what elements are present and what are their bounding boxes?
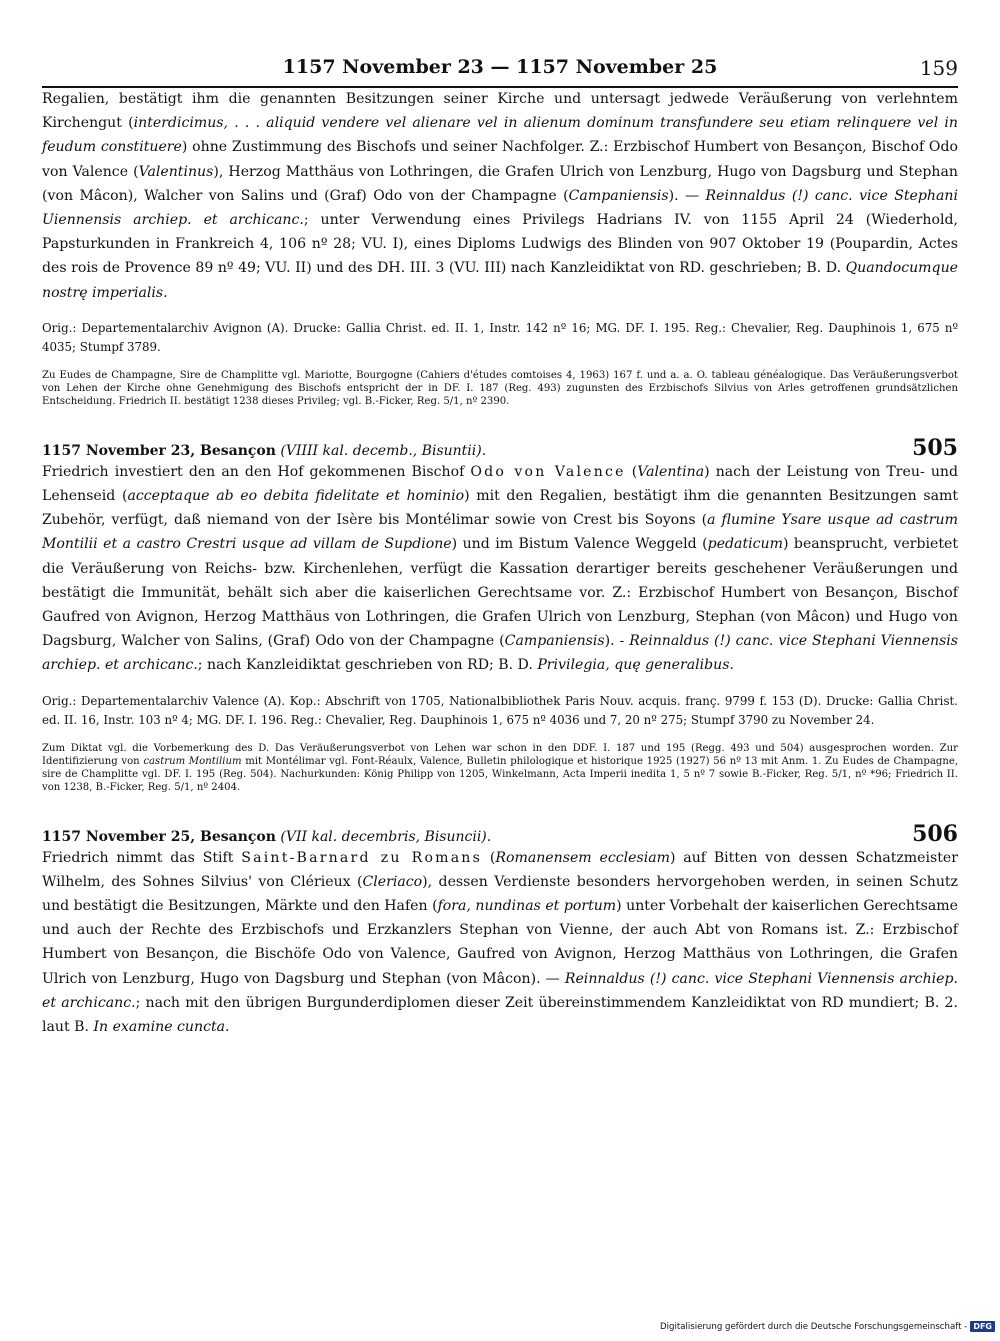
entry-date: 1157 November 23, Besançon (VIIII kal. decemb., Bisuntii). xyxy=(42,442,487,459)
entry-text: Regalien, bestätigt ihm die genannten Besitzungen seiner Kirche und untersagt jedwede Veräußerung von verlehntem Kirchengut (interdicimus, . . . aliquid vendere vel alienare vel in alienum dominum transfundere seu etiam relinquere vel in feudum constituere) ohne Zustimmung des Bischofs und seiner Nachfolger. Z.: Erzbischof Humbert von Besançon, Bischof Odo von Valence (Valentinus), Herzog Matthäus von Lothringen, die Grafen Ulrich von Lenzburg, Hugo von Dagsburg und Stephan (von Mâcon), Walcher von Salins und (Graf) Odo von der Champagne (Campaniensis). — Reinnaldus (!) canc. vice Stephani Uiennensis archiep. et archicanc.; unter Verwendung eines Privilegs Hadrians IV. von 1155 April 24 (Wiederhold, Papsturkunden in Frankreich 4, 106 nº 28; VU. I), eines Diploms Ludwigs des Blinden von 907 Oktober 19 (Poupardin, Actes des rois de Provence 89 nº 49; VU. II) und des DH. III. 3 (VU. III) nach Kanzleidiktat von RD. geschrieben; B. D. Quandocumque nostrę imperialis. xyxy=(42,91,958,301)
entry-505 xyxy=(42,435,958,794)
funding-footer xyxy=(660,1321,995,1332)
entry-506 xyxy=(42,821,958,1040)
regest-number: 505 xyxy=(912,434,958,461)
entry-text: Friedrich nimmt das Stift Saint-Barnard zu Romans (Romanensem ecclesiam) auf Bitten von dessen Schatzmeister Wilhelm, des Sohnes Silvius' von Clérieux (Cleriaco), dessen Verdienste besonders hervorgehoben werden, in seinen Schutz und bestätigt die Besitzungen, Märkte und den Hafen (fora, nundinas et portum) unter Vorbehalt der kaiserlichen Gerechtsame und auch der Rechte des Erzbischofs und Erzkanzlers Stephan von Vienne, der auch Abt von Romans ist. Z.: Erzbischof Humbert von Besançon, die Bischöfe Odo von Valence, Gaufred von Avignon, Herzog Matthäus von Lothringen, die Grafen Ulrich von Lenzburg, Hugo von Dagsburg und Stephan (von Mâcon). — Reinnaldus (!) canc. vice Stephani Viennensis archiep. et archicanc.; nach mit den übrigen Burgunderdiplomen dieser Zeit übereinstimmendem Kanzleidiktat von RD mundiert; B. 2. laut B. In examine cuncta. xyxy=(42,849,959,1036)
funding-text: Digitalisierung gefördert durch die Deutsche Forschungsgemeinschaft - xyxy=(659,1321,968,1332)
page xyxy=(42,52,958,1039)
dfg-logo: DFG xyxy=(970,1321,995,1332)
entry-head xyxy=(42,821,958,847)
entry-date: 1157 November 25, Besançon (VII kal. decembris, Bisuncii). xyxy=(42,828,492,845)
entry-sources: Orig.: Departementalarchiv Valence (A). Kop.: Abschrift von 1705, Nationalbibliothek Paris Nouv. acquis. franç. 9799 f. 153 (D). Drucke: Gallia Christ. ed. II. 16, Instr. 103 nº 4; MG. DF. I. 196. Reg.: Chevalier, Reg. Dauphinois 1, 675 nº 4036 und 7, 20 nº 275; Stumpf 3790 zu November 24. xyxy=(42,693,958,727)
running-title: 1157 November 23 — 1157 November 25 xyxy=(282,56,718,78)
entry-text: Friedrich investiert den an den Hof gekommenen Bischof Odo von Valence (Valentina) nach der Leistung von Treu- und Lehenseid (acceptaque ab eo debita fidelitate et hominio) mit den Regalien, bestätigt ihm die genannten Besitzungen samt Zubehör, verfügt, daß niemand von der Isère bis Montélimar sowie von Crest bis Soyons (a flumine Ysare usque ad castrum Montilii et a castro Crestri usque ad villam de Supdione) und im Bistum Valence Weggeld (pedaticum) beansprucht, verbietet die Veräußerung von Reichs- bzw. Kirchenlehen, verfügt die Kassation derartiger bereits geschehener Veräußerungen und bestätigt die Immunität, behält sich aber die kaiserlichen Gerechtsame vor. Z.: Erzbischof Humbert von Besançon, Bischof Gaufred von Avignon, Herzog Matthäus von Lothringen, die Grafen Ulrich von Lenzburg, Stephan (von Mâcon) und Hugo von Dagsburg, Walcher von Salins, (Graf) Odo von der Champagne (Campaniensis). - Reinnaldus (!) canc. vice Stephani Viennensis archiep. et archicanc.; nach Kanzleidiktat geschrieben von RD; B. D. Privilegia, quę generalibus. xyxy=(42,463,959,674)
entry-note: Zu Eudes de Champagne, Sire de Champlitte vgl. Mariotte, Bourgogne (Cahiers d'études comtoises 4, 1963) 167 f. und a. a. O. tableau généalogique. Das Veräußerungsverbot von Lehen der Kirche ohne Genehmigung des Bischofs entspricht der in DF. I. 187 (Reg. 493) zugunsten des Erzbischofs Silvius von Arles getroffenen grundsätzlichen Entscheidung. Friedrich II. bestätigt 1238 dieses Privileg; vgl. B.-Ficker, Reg. 5/1, nº 2390. xyxy=(42,369,958,407)
regest-number: 506 xyxy=(912,820,958,847)
entry-504-continuation xyxy=(42,87,958,408)
entry-sources: Orig.: Departementalarchiv Avignon (A). Drucke: Gallia Christ. ed. II. 1, Instr. 142 nº 16; MG. DF. I. 195. Reg.: Chevalier, Reg. Dauphinois 1, 675 nº 4035; Stumpf 3789. xyxy=(42,320,958,354)
page-number: 159 xyxy=(919,56,958,80)
entry-head xyxy=(42,435,958,461)
entry-note: Zum Diktat vgl. die Vorbemerkung des D. Das Veräußerungsverbot von Lehen war schon in den DDF. I. 187 und 195 (Regg. 493 und 504) ausgesprochen worden. Zur Identifizierung von castrum Montilium mit Montélimar vgl. Font-Réaulx, Valence, Bulletin philologique et historique 1925 (1927) 56 nº 13 mit Anm. 1. Zu Eudes de Champagne, sire de Champlitte vgl. DF. I. 195 (Reg. 504). Nachurkunden: König Philipp von 1205, Winkelmann, Acta Imperii inedita 1, 5 nº 7 sowie B.-Ficker, Reg. 5/1, nº *96; Friedrich II. von 1238, B.-Ficker, Reg. 5/1, nº 2404. xyxy=(42,742,958,793)
running-head xyxy=(42,52,958,88)
